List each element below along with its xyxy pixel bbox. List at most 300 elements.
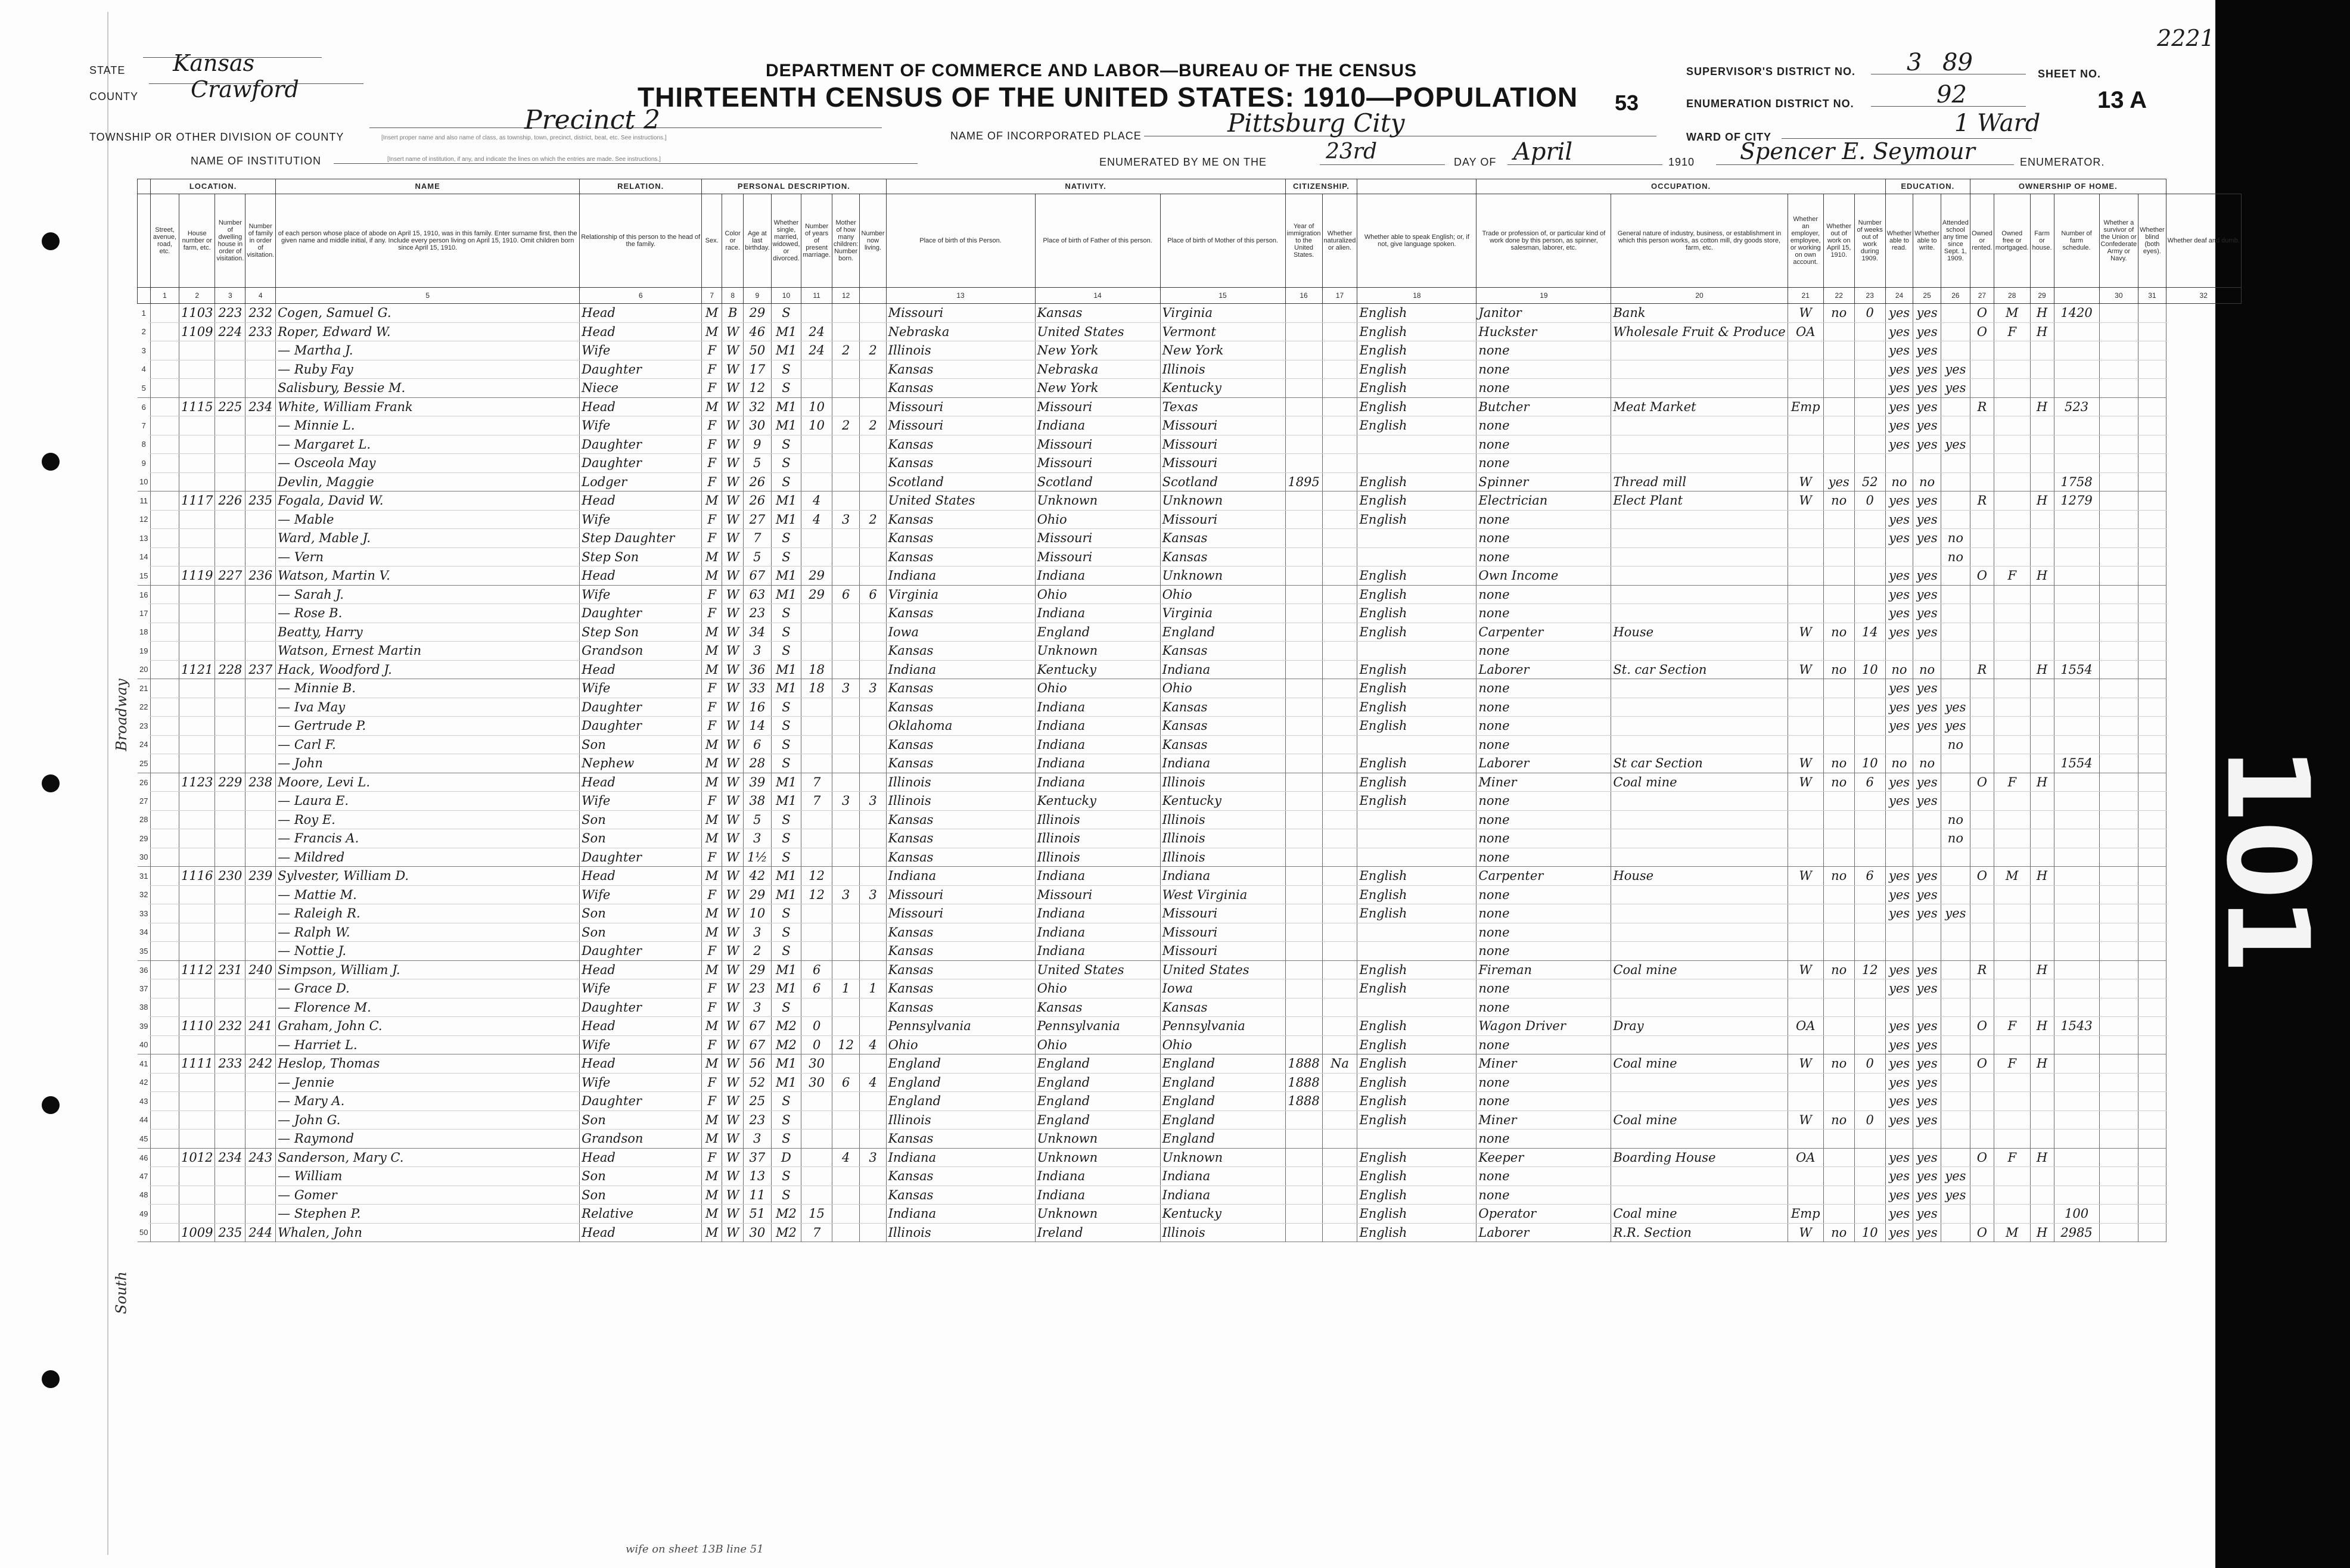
table-cell: 23 (744, 1110, 771, 1130)
table-cell (2030, 1110, 2054, 1130)
table-cell: English (1357, 1035, 1476, 1054)
table-cell: yes (1913, 1092, 1941, 1111)
table-cell: 1009 (179, 1223, 215, 1242)
table-cell (832, 1130, 860, 1149)
table-cell: H (2030, 304, 2054, 323)
table-cell: Step Son (580, 547, 702, 567)
table-cell: S (771, 754, 801, 773)
table-cell: none (1476, 904, 1611, 923)
table-cell: S (771, 360, 801, 379)
table-cell: S (771, 529, 801, 548)
table-cell: 1758 (2054, 472, 2099, 491)
table-cell: Kansas (886, 1130, 1035, 1149)
table-cell (1941, 510, 1970, 529)
table-cell: 4 (832, 1148, 860, 1167)
table-cell (1285, 379, 1322, 398)
table-cell: F (702, 341, 722, 360)
table-cell (832, 717, 860, 736)
table-cell: 7 (801, 1223, 832, 1242)
column-number: 7 (702, 288, 722, 304)
table-cell (860, 1017, 886, 1036)
column-number: 4 (245, 288, 276, 304)
table-cell: 3 (744, 923, 771, 942)
table-cell: yes (1885, 1054, 1913, 1074)
table-cell: F (702, 454, 722, 473)
table-cell: 100 (2054, 1205, 2099, 1224)
table-cell (860, 547, 886, 567)
line-number: 25 (138, 754, 151, 773)
table-cell (2030, 923, 2054, 942)
table-cell: yes (1913, 904, 1941, 923)
table-cell: 23 (744, 979, 771, 998)
table-cell (801, 810, 832, 829)
table-cell: M1 (771, 979, 801, 998)
table-cell (1913, 454, 1941, 473)
table-row (138, 679, 2242, 698)
table-cell: 3 (860, 885, 886, 904)
table-cell: yes (1885, 1035, 1913, 1054)
table-cell: Ohio (1035, 585, 1160, 604)
table-cell (1823, 642, 1854, 661)
line-number: 32 (139, 890, 148, 900)
table-cell: Missouri (886, 397, 1035, 416)
table-cell: St. car Section (1611, 660, 1788, 679)
table-cell: no (1941, 529, 1970, 548)
table-cell (832, 1223, 860, 1242)
table-cell: Head (580, 1148, 702, 1167)
table-cell: — John G. (276, 1110, 580, 1130)
table-cell (1611, 435, 1788, 454)
table-cell: W (722, 867, 744, 886)
street-side-label: Broadway (113, 679, 130, 751)
table-cell (1322, 454, 1357, 473)
table-cell (2099, 567, 2138, 586)
table-cell (860, 867, 886, 886)
table-cell: England (1035, 1110, 1160, 1130)
column-heading: Street, avenue, road, etc. (151, 194, 179, 288)
table-cell (1994, 1205, 2030, 1224)
table-cell (1788, 848, 1823, 867)
table-cell (860, 567, 886, 586)
table-cell (1788, 1073, 1823, 1092)
table-cell: 1119 (179, 567, 215, 586)
table-cell: 7 (801, 773, 832, 792)
table-cell (1823, 792, 1854, 811)
table-cell: — Ralph W. (276, 923, 580, 942)
table-cell: Fireman (1476, 960, 1611, 979)
table-cell: — Mattie M. (276, 885, 580, 904)
column-number: 9 (744, 288, 771, 304)
table-cell (860, 1130, 886, 1149)
table-cell: Daughter (580, 998, 702, 1017)
table-cell (2138, 1073, 2166, 1092)
table-cell: yes (1913, 1186, 1941, 1205)
table-cell (1913, 829, 1941, 848)
table-cell: Kentucky (1035, 792, 1160, 811)
column-heading: Whether a survivor of the Union or Confederate Army or Navy. (2099, 194, 2138, 288)
enumeration-month: April (1513, 138, 1573, 166)
table-cell: Vermont (1160, 322, 1285, 341)
table-cell (1994, 810, 2030, 829)
table-cell: yes (1913, 491, 1941, 511)
table-cell (1322, 397, 1357, 416)
table-cell: St car Section (1611, 754, 1788, 773)
table-cell: Virginia (1160, 604, 1285, 623)
table-cell (1285, 547, 1322, 567)
table-cell (245, 529, 276, 548)
table-cell: yes (1885, 698, 1913, 717)
table-cell: — Stephen P. (276, 1205, 580, 1224)
table-cell (2138, 792, 2166, 811)
table-row (138, 660, 2242, 679)
table-cell (151, 529, 179, 548)
table-cell: Watson, Ernest Martin (276, 642, 580, 661)
table-cell (1322, 379, 1357, 398)
table-cell: United States (1035, 322, 1160, 341)
table-cell: 46 (744, 322, 771, 341)
table-cell: W (722, 642, 744, 661)
table-cell (2099, 623, 2138, 642)
line-number: 30 (138, 848, 151, 867)
table-cell: none (1476, 529, 1611, 548)
table-cell: Illinois (1160, 848, 1285, 867)
table-cell (1885, 735, 1913, 754)
table-cell: 10 (1854, 754, 1885, 773)
table-row (138, 547, 2242, 567)
table-cell (860, 397, 886, 416)
table-cell: Operator (1476, 1205, 1611, 1224)
table-cell: English (1357, 1223, 1476, 1242)
table-cell: F (702, 585, 722, 604)
table-cell (1322, 867, 1357, 886)
table-cell: Indiana (1035, 717, 1160, 736)
table-cell (1788, 416, 1823, 435)
table-cell: 51 (744, 1205, 771, 1224)
table-cell: Indiana (1160, 867, 1285, 886)
table-cell (2099, 848, 2138, 867)
county-value: Crawford (191, 76, 299, 102)
table-cell (2138, 510, 2166, 529)
table-cell: — Mary A. (276, 1092, 580, 1111)
table-cell: Laborer (1476, 660, 1611, 679)
line-number: 49 (139, 1209, 148, 1218)
table-cell: Kansas (1035, 304, 1160, 323)
table-cell (1994, 792, 2030, 811)
table-cell: Indiana (886, 1148, 1035, 1167)
table-cell (1854, 642, 1885, 661)
table-cell: 6 (1854, 867, 1885, 886)
table-cell: English (1357, 960, 1476, 979)
table-cell: F (1994, 1017, 2030, 1036)
table-cell: M1 (771, 510, 801, 529)
table-cell (1994, 1110, 2030, 1130)
table-cell: W (722, 1017, 744, 1036)
table-cell (2099, 904, 2138, 923)
table-cell (860, 322, 886, 341)
table-cell: 34 (744, 623, 771, 642)
table-cell: none (1476, 360, 1611, 379)
table-cell: H (2030, 491, 2054, 511)
table-cell (245, 735, 276, 754)
table-cell: 10 (1854, 1223, 1885, 1242)
table-cell: O (1970, 1148, 1994, 1167)
column-heading: Number of family in order of visitation. (245, 194, 276, 288)
table-cell (1285, 960, 1322, 979)
table-cell: Iowa (1160, 979, 1285, 998)
table-cell (215, 792, 245, 811)
table-cell (1285, 510, 1322, 529)
table-cell (1854, 698, 1885, 717)
table-cell (1285, 642, 1322, 661)
table-cell (860, 360, 886, 379)
table-cell (1285, 829, 1322, 848)
table-cell: Virginia (886, 585, 1035, 604)
table-cell (1941, 960, 1970, 979)
table-cell (1357, 923, 1476, 942)
table-cell (2138, 529, 2166, 548)
table-cell: Daughter (580, 717, 702, 736)
table-cell (1357, 942, 1476, 961)
table-cell: Ohio (1035, 979, 1160, 998)
table-cell (1285, 773, 1322, 792)
column-number: 11 (801, 288, 832, 304)
table-cell (1285, 360, 1322, 379)
table-cell (801, 435, 832, 454)
table-cell (832, 397, 860, 416)
table-cell: English (1357, 904, 1476, 923)
line-number: 28 (139, 815, 148, 825)
table-cell: Missouri (1160, 510, 1285, 529)
table-cell (1854, 510, 1885, 529)
table-row (138, 341, 2242, 360)
table-cell: 1279 (2054, 491, 2099, 511)
table-cell: — William (276, 1167, 580, 1186)
table-cell: Indiana (1035, 604, 1160, 623)
table-cell (1941, 491, 1970, 511)
table-row (138, 773, 2242, 792)
table-cell (1285, 604, 1322, 623)
table-cell (1994, 679, 2030, 698)
table-cell (1885, 1130, 1913, 1149)
table-cell (1322, 1110, 1357, 1130)
table-cell: none (1476, 717, 1611, 736)
table-cell (151, 379, 179, 398)
table-cell (215, 604, 245, 623)
table-cell (1285, 1148, 1322, 1167)
table-cell (1823, 360, 1854, 379)
table-cell: Kansas (886, 735, 1035, 754)
table-cell (1788, 567, 1823, 586)
table-cell: Missouri (1035, 397, 1160, 416)
line-number: 24 (139, 740, 148, 749)
table-cell: yes (1913, 1110, 1941, 1130)
table-cell (1357, 998, 1476, 1017)
table-cell: 6 (860, 585, 886, 604)
table-cell (1854, 979, 1885, 998)
table-cell: Indiana (1035, 942, 1160, 961)
table-row (138, 491, 2242, 511)
table-cell (151, 792, 179, 811)
line-number: 10 (138, 472, 151, 491)
table-cell: yes (1913, 1167, 1941, 1186)
table-cell: M (702, 1017, 722, 1036)
table-cell: F (1994, 567, 2030, 586)
table-cell: 10 (801, 416, 832, 435)
table-cell (215, 529, 245, 548)
table-cell (2030, 717, 2054, 736)
table-cell (1823, 923, 1854, 942)
table-cell (1854, 547, 1885, 567)
table-cell (2138, 1035, 2166, 1054)
table-cell (1970, 1110, 1994, 1130)
table-row (138, 360, 2242, 379)
table-cell: Missouri (1035, 454, 1160, 473)
table-cell: yes (1885, 792, 1913, 811)
table-cell (1322, 360, 1357, 379)
table-cell (2099, 942, 2138, 961)
table-cell: M2 (771, 1035, 801, 1054)
table-cell (215, 341, 245, 360)
table-cell: West Virginia (1160, 885, 1285, 904)
table-cell (1788, 735, 1823, 754)
table-row (138, 810, 2242, 829)
table-cell (1913, 942, 1941, 961)
table-cell: 6 (832, 1073, 860, 1092)
table-cell (215, 942, 245, 961)
table-cell (1994, 379, 2030, 398)
table-cell: none (1476, 1035, 1611, 1054)
table-cell: English (1357, 510, 1476, 529)
table-cell (245, 1186, 276, 1205)
table-cell (1322, 942, 1357, 961)
table-cell: Kansas (886, 510, 1035, 529)
table-cell (1285, 1167, 1322, 1186)
line-number: 48 (139, 1190, 148, 1200)
table-cell (2030, 829, 2054, 848)
table-cell (1854, 416, 1885, 435)
table-cell (1357, 829, 1476, 848)
table-cell (215, 1130, 245, 1149)
township-value: Precinct 2 (524, 105, 661, 135)
supervisor-district-handwritten: 89 (1942, 49, 1973, 76)
table-cell (801, 1110, 832, 1130)
table-cell (1823, 679, 1854, 698)
table-cell (2099, 341, 2138, 360)
table-cell (245, 1035, 276, 1054)
table-cell (1994, 698, 2030, 717)
table-cell: W (722, 379, 744, 398)
table-cell (1970, 717, 1994, 736)
table-cell (1885, 829, 1913, 848)
table-cell: Illinois (886, 1110, 1035, 1130)
table-cell (1823, 567, 1854, 586)
column-number: 24 (1885, 288, 1913, 304)
table-cell (151, 1223, 179, 1242)
table-cell: Kansas (1160, 698, 1285, 717)
table-cell (1823, 1035, 1854, 1054)
table-cell (1788, 829, 1823, 848)
table-cell (1994, 435, 2030, 454)
table-cell (151, 1017, 179, 1036)
group-name: NAME (276, 179, 580, 194)
table-cell: 244 (245, 1223, 276, 1242)
table-cell: M1 (771, 773, 801, 792)
table-cell: — Florence M. (276, 998, 580, 1017)
table-cell: F (702, 698, 722, 717)
column-heading: Number now living. (860, 194, 886, 288)
table-cell (1994, 717, 2030, 736)
table-cell: Kansas (886, 454, 1035, 473)
table-cell (151, 1186, 179, 1205)
table-cell (860, 1186, 886, 1205)
column-number: 26 (1941, 288, 1970, 304)
table-cell (179, 1035, 215, 1054)
table-cell (1322, 491, 1357, 511)
table-cell (832, 1110, 860, 1130)
table-cell: yes (1913, 604, 1941, 623)
table-cell: H (2030, 773, 2054, 792)
table-cell (2099, 379, 2138, 398)
table-cell: yes (1885, 979, 1913, 998)
table-cell (832, 904, 860, 923)
table-cell: F (702, 1092, 722, 1111)
table-cell: Unknown (1035, 1130, 1160, 1149)
table-cell (801, 1130, 832, 1149)
table-cell (2054, 1054, 2099, 1074)
table-cell (801, 717, 832, 736)
table-cell (1941, 416, 1970, 435)
table-cell: 29 (744, 885, 771, 904)
table-cell (151, 623, 179, 642)
street-side-label-bottom: South (113, 1271, 130, 1314)
table-cell (1357, 435, 1476, 454)
table-cell: yes (1913, 1054, 1941, 1074)
table-cell (151, 435, 179, 454)
table-cell (245, 1130, 276, 1149)
table-row (138, 792, 2242, 811)
column-heading: Whether able to write. (1913, 194, 1941, 288)
table-cell (1970, 623, 1994, 642)
table-cell: English (1357, 717, 1476, 736)
line-number: 26 (139, 777, 148, 787)
table-cell (245, 472, 276, 491)
table-cell (2054, 1167, 2099, 1186)
table-cell (215, 848, 245, 867)
column-heading: Year of immigration to the United States. (1285, 194, 1322, 288)
table-cell (2138, 642, 2166, 661)
table-cell: Illinois (1160, 1223, 1285, 1242)
table-cell (1854, 379, 1885, 398)
table-cell (1913, 642, 1941, 661)
table-cell: H (2030, 1054, 2054, 1074)
table-cell (1941, 1035, 1970, 1054)
table-cell (1823, 1130, 1854, 1149)
table-cell (1994, 529, 2030, 548)
table-cell: W (722, 998, 744, 1017)
table-cell: 6 (744, 735, 771, 754)
table-cell (1285, 867, 1322, 886)
table-cell (1322, 1073, 1357, 1092)
table-cell (245, 848, 276, 867)
table-cell (1885, 998, 1913, 1017)
table-cell: M (702, 397, 722, 416)
table-cell: Wife (580, 1073, 702, 1092)
table-cell (179, 735, 215, 754)
column-heading: Whether single, married, widowed, or divorced. (771, 194, 801, 288)
table-cell (1854, 529, 1885, 548)
table-cell (860, 529, 886, 548)
table-cell (1611, 923, 1788, 942)
